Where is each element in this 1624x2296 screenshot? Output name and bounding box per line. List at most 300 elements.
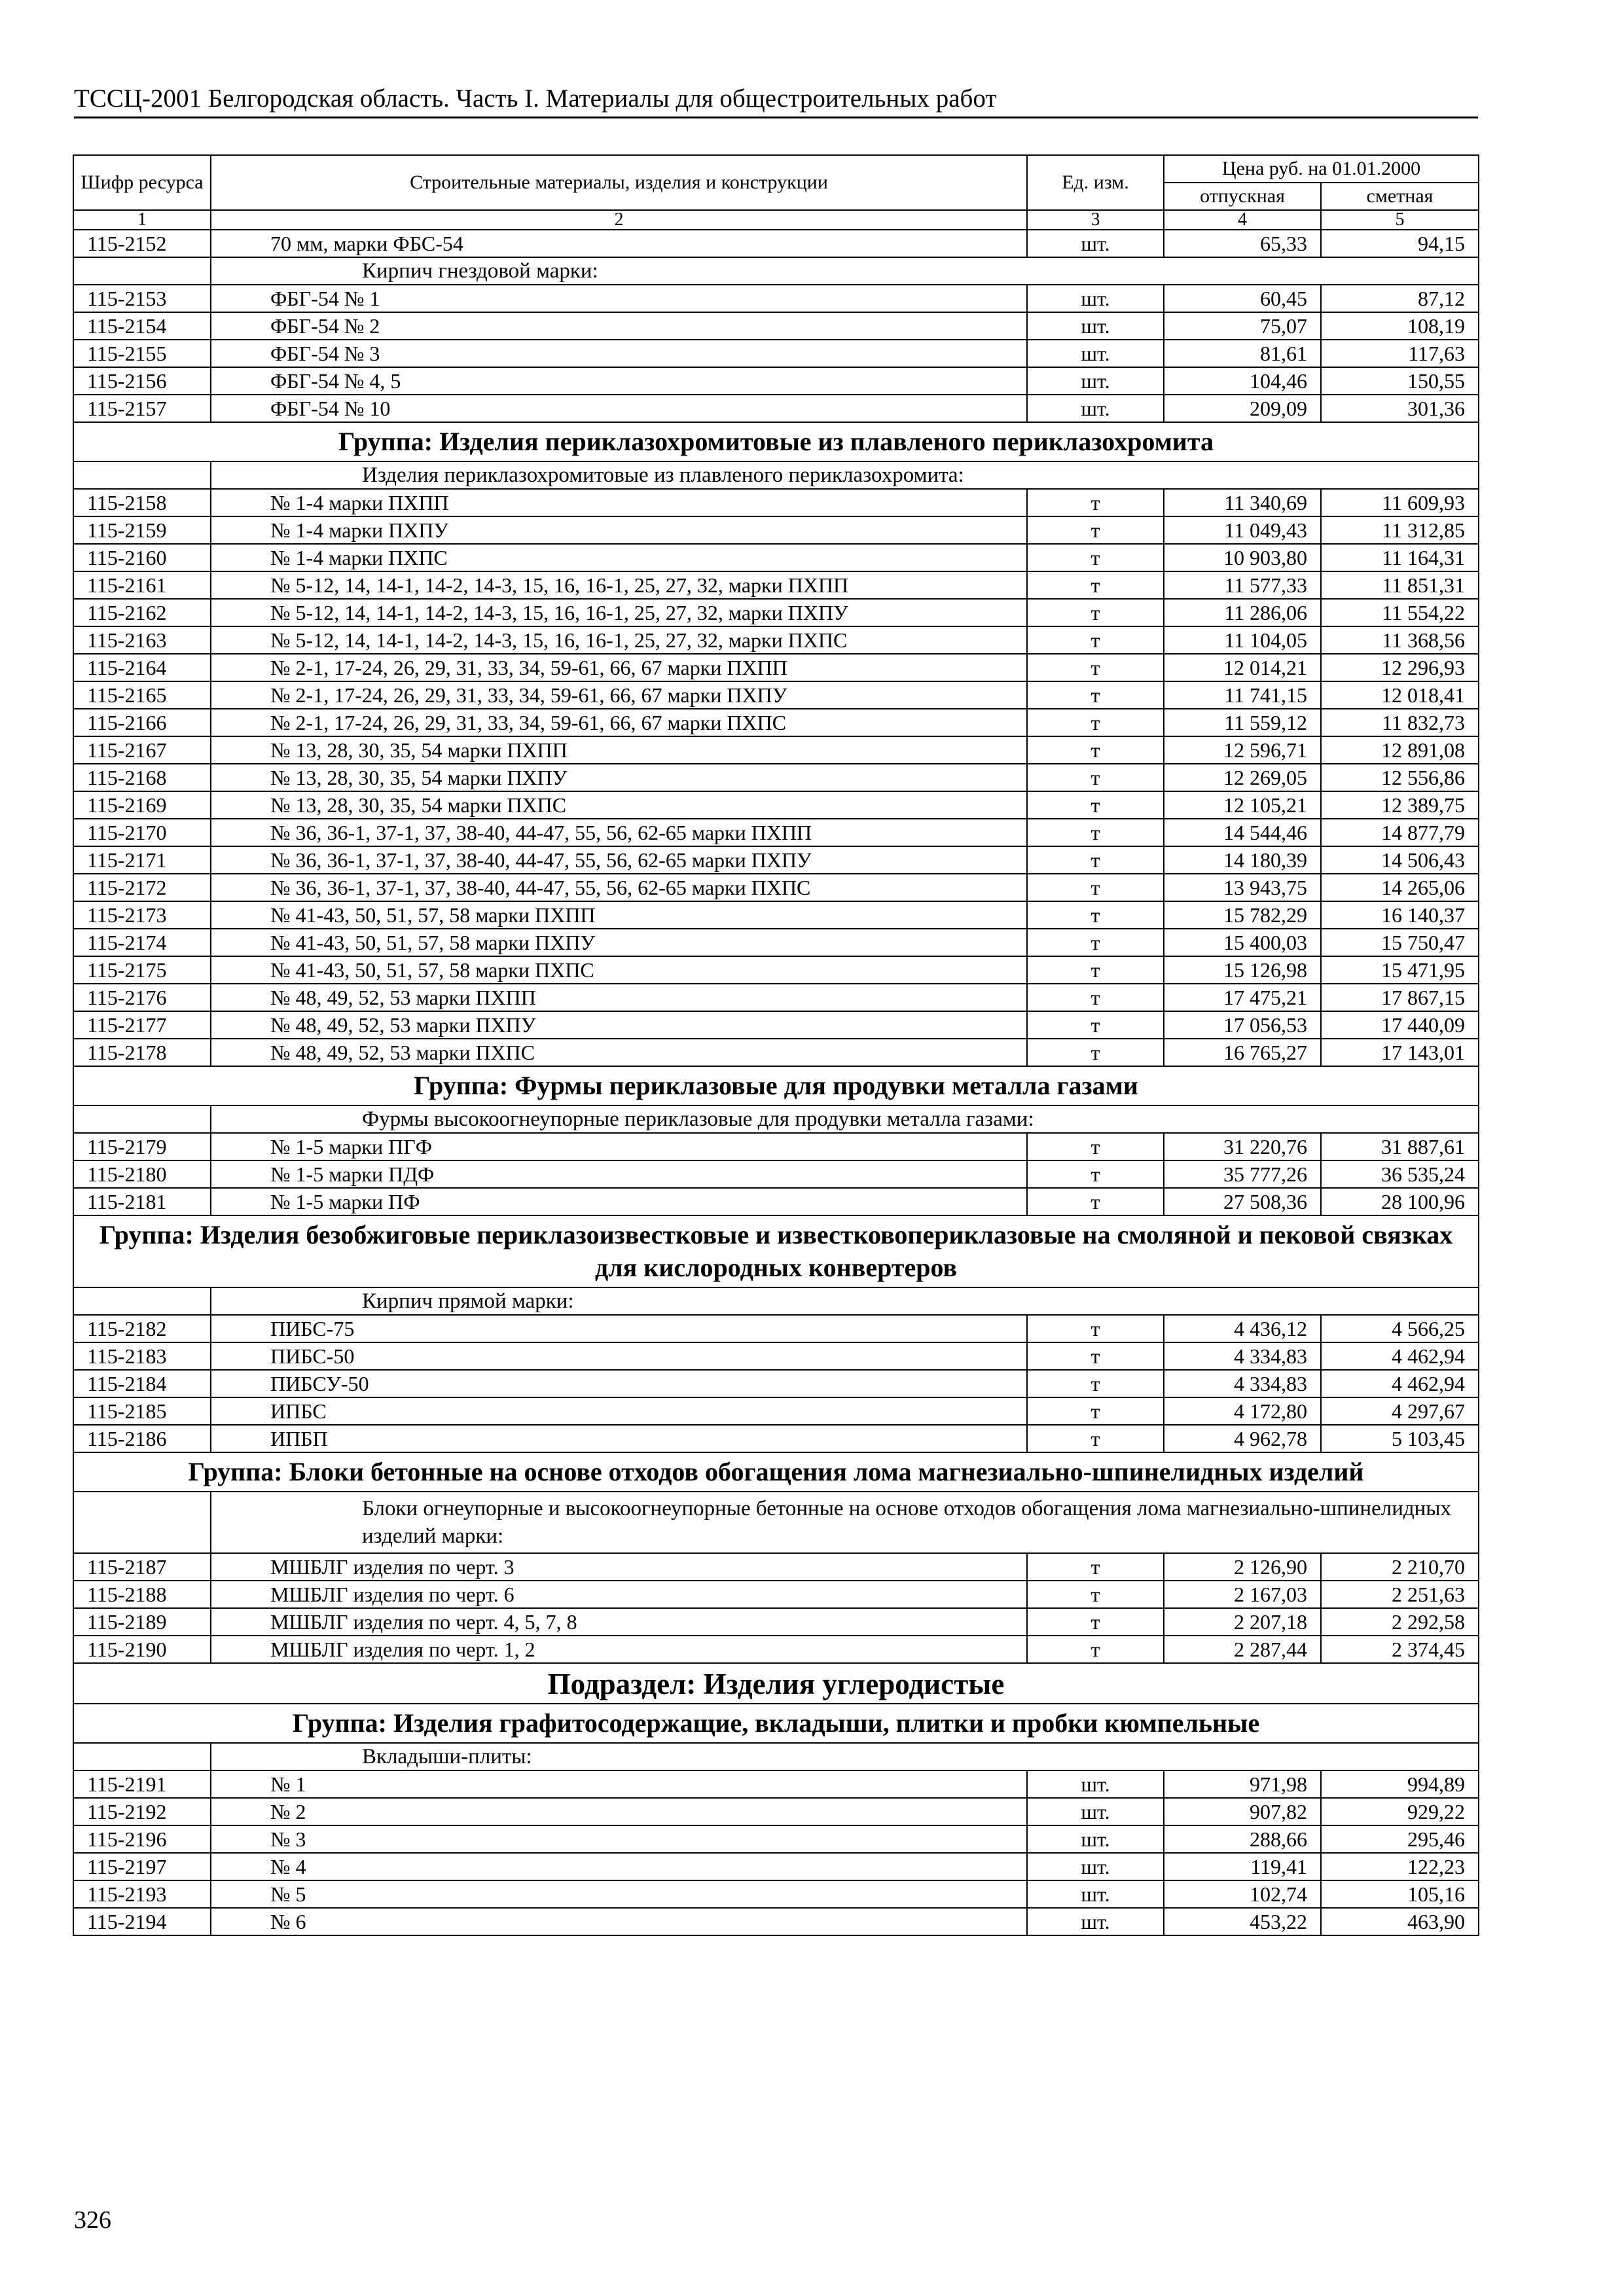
release-price: 75,07 [1164, 312, 1321, 340]
subheading-row [73, 1105, 1479, 1133]
resource-code: 115-2184 [73, 1370, 211, 1397]
table-row [73, 874, 1479, 901]
subheading-row [73, 1287, 1479, 1315]
estimate-price: 12 891,08 [1321, 736, 1479, 764]
table-row [73, 1160, 1479, 1188]
unit-of-measure: т [1027, 764, 1164, 791]
unit-of-measure: шт. [1027, 395, 1164, 422]
table-body [73, 230, 1479, 1935]
estimate-price: 4 462,94 [1321, 1342, 1479, 1370]
resource-code: 115-2191 [73, 1770, 211, 1798]
release-price: 31 220,76 [1164, 1133, 1321, 1160]
subheading: Кирпич гнездовой марки: [211, 257, 1479, 285]
material-name: № 13, 28, 30, 35, 54 марки ПХПУ [211, 764, 1027, 791]
release-price: 15 400,03 [1164, 929, 1321, 956]
table-row [73, 626, 1479, 654]
unit-of-measure: т [1027, 1039, 1164, 1066]
empty-cell [73, 257, 211, 285]
release-price: 209,09 [1164, 395, 1321, 422]
unit-of-measure: т [1027, 599, 1164, 626]
unit-of-measure: т [1027, 874, 1164, 901]
unit-of-measure: т [1027, 1397, 1164, 1425]
estimate-price: 929,22 [1321, 1798, 1479, 1825]
estimate-price: 11 609,93 [1321, 489, 1479, 516]
unit-of-measure: т [1027, 956, 1164, 984]
material-name: № 41-43, 50, 51, 57, 58 марки ПХПП [211, 901, 1027, 929]
estimate-price: 105,16 [1321, 1880, 1479, 1908]
material-name: МШБЛГ изделия по черт. 1, 2 [211, 1636, 1027, 1663]
resource-code: 115-2178 [73, 1039, 211, 1066]
subheading: Фурмы высокоогнеупорные периклазовые для продувки металла газами: [211, 1105, 1479, 1133]
group-title: Группа: Фурмы периклазовые для продувки металла газами [73, 1066, 1479, 1105]
unit-of-measure: шт. [1027, 285, 1164, 312]
unit-of-measure: т [1027, 1425, 1164, 1452]
estimate-price: 994,89 [1321, 1770, 1479, 1798]
price-table [73, 154, 1479, 1936]
unit-of-measure: т [1027, 1608, 1164, 1636]
subheading-row [73, 257, 1479, 285]
table-row [73, 1011, 1479, 1039]
estimate-price: 31 887,61 [1321, 1133, 1479, 1160]
subheading-row [73, 461, 1479, 489]
resource-code: 115-2154 [73, 312, 211, 340]
estimate-price: 12 556,86 [1321, 764, 1479, 791]
section-title: Подраздел: Изделия углеродистые [73, 1663, 1479, 1704]
release-price: 11 741,15 [1164, 681, 1321, 709]
resource-code: 115-2153 [73, 285, 211, 312]
table-row [73, 1342, 1479, 1370]
estimate-price: 15 750,47 [1321, 929, 1479, 956]
unit-of-measure: шт. [1027, 367, 1164, 395]
material-name: № 4 [211, 1853, 1027, 1880]
estimate-price: 117,63 [1321, 340, 1479, 367]
resource-code: 115-2165 [73, 681, 211, 709]
resource-code: 115-2196 [73, 1825, 211, 1853]
unit-of-measure: т [1027, 1160, 1164, 1188]
release-price: 16 765,27 [1164, 1039, 1321, 1066]
estimate-price: 87,12 [1321, 285, 1479, 312]
release-price: 2 126,90 [1164, 1553, 1321, 1581]
table-row [73, 791, 1479, 819]
empty-cell [73, 1105, 211, 1133]
group-title: Группа: Изделия графитосодержащие, вкладыши, плитки и пробки кюмпельные [73, 1704, 1479, 1743]
unit-of-measure: т [1027, 819, 1164, 846]
resource-code: 115-2172 [73, 874, 211, 901]
material-name: ИПБС [211, 1397, 1027, 1425]
release-price: 35 777,26 [1164, 1160, 1321, 1188]
table-head [73, 155, 1479, 230]
estimate-price: 4 462,94 [1321, 1370, 1479, 1397]
material-name: № 41-43, 50, 51, 57, 58 марки ПХПС [211, 956, 1027, 984]
estimate-price: 17 867,15 [1321, 984, 1479, 1011]
release-price: 907,82 [1164, 1798, 1321, 1825]
material-name: ПИБСУ-50 [211, 1370, 1027, 1397]
material-name: № 2-1, 17-24, 26, 29, 31, 33, 34, 59-61, 66, 67 марки ПХПС [211, 709, 1027, 736]
table-row [73, 736, 1479, 764]
resource-code: 115-2174 [73, 929, 211, 956]
table-row [73, 819, 1479, 846]
material-name: ФБГ-54 № 2 [211, 312, 1027, 340]
unit-of-measure: т [1027, 1315, 1164, 1342]
column-number: 3 [1027, 210, 1164, 230]
resource-code: 115-2177 [73, 1011, 211, 1039]
subheading-row [73, 1492, 1479, 1553]
resource-code: 115-2176 [73, 984, 211, 1011]
page-header: ТССЦ-2001 Белгородская область. Часть I. Материалы для общестроительных работ [74, 84, 1478, 118]
table-row [73, 1853, 1479, 1880]
group-title: Группа: Изделия безобжиговые периклазоизвестковые и известковопериклазовые на смоляной и пековой связках для кислородных конвертеров [73, 1215, 1479, 1287]
release-price: 12 269,05 [1164, 764, 1321, 791]
table-row [73, 1880, 1479, 1908]
resource-code: 115-2187 [73, 1553, 211, 1581]
material-name: ФБГ-54 № 4, 5 [211, 367, 1027, 395]
subheading: Кирпич прямой марки: [211, 1287, 1479, 1315]
resource-code: 115-2182 [73, 1315, 211, 1342]
table-row [73, 956, 1479, 984]
unit-of-measure: т [1027, 1011, 1164, 1039]
resource-code: 115-2152 [73, 230, 211, 257]
group-row [73, 1452, 1479, 1492]
table-row [73, 1608, 1479, 1636]
estimate-price: 5 103,45 [1321, 1425, 1479, 1452]
material-name: 70 мм, марки ФБС-54 [211, 230, 1027, 257]
material-name: № 13, 28, 30, 35, 54 марки ПХПП [211, 736, 1027, 764]
material-name: № 5-12, 14, 14-1, 14-2, 14-3, 15, 16, 16-1, 25, 27, 32, марки ПХПУ [211, 599, 1027, 626]
table-row [73, 230, 1479, 257]
release-price: 15 782,29 [1164, 901, 1321, 929]
column-header-release-price: отпускная [1164, 183, 1321, 210]
column-number: 4 [1164, 210, 1321, 230]
resource-code: 115-2155 [73, 340, 211, 367]
group-row [73, 1066, 1479, 1105]
resource-code: 115-2161 [73, 571, 211, 599]
release-price: 4 436,12 [1164, 1315, 1321, 1342]
unit-of-measure: т [1027, 489, 1164, 516]
column-header-estimate-price: сметная [1321, 183, 1479, 210]
material-name: ФБГ-54 № 1 [211, 285, 1027, 312]
estimate-price: 14 265,06 [1321, 874, 1479, 901]
table-row [73, 1825, 1479, 1853]
unit-of-measure: т [1027, 929, 1164, 956]
table-row [73, 312, 1479, 340]
unit-of-measure: т [1027, 791, 1164, 819]
group-title: Группа: Блоки бетонные на основе отходов обогащения лома магнезиально-шпинелидных изделий [73, 1452, 1479, 1492]
unit-of-measure: т [1027, 1636, 1164, 1663]
resource-code: 115-2158 [73, 489, 211, 516]
unit-of-measure: т [1027, 516, 1164, 544]
release-price: 11 104,05 [1164, 626, 1321, 654]
material-name: № 48, 49, 52, 53 марки ПХПУ [211, 1011, 1027, 1039]
table-row [73, 984, 1479, 1011]
resource-code: 115-2157 [73, 395, 211, 422]
table-row [73, 395, 1479, 422]
unit-of-measure: шт. [1027, 340, 1164, 367]
resource-code: 115-2171 [73, 846, 211, 874]
estimate-price: 150,55 [1321, 367, 1479, 395]
column-header-unit: Ед. изм. [1027, 155, 1164, 210]
table-row [73, 1133, 1479, 1160]
estimate-price: 28 100,96 [1321, 1188, 1479, 1215]
release-price: 4 334,83 [1164, 1342, 1321, 1370]
material-name: № 1-5 марки ПГФ [211, 1133, 1027, 1160]
unit-of-measure: т [1027, 901, 1164, 929]
release-price: 15 126,98 [1164, 956, 1321, 984]
estimate-price: 301,36 [1321, 395, 1479, 422]
release-price: 60,45 [1164, 285, 1321, 312]
resource-code: 115-2192 [73, 1798, 211, 1825]
release-price: 288,66 [1164, 1825, 1321, 1853]
release-price: 453,22 [1164, 1908, 1321, 1935]
material-name: № 36, 36-1, 37-1, 37, 38-40, 44-47, 55, 56, 62-65 марки ПХПУ [211, 846, 1027, 874]
subheading: Изделия периклазохромитовые из плавленого периклазохромита: [211, 461, 1479, 489]
unit-of-measure: т [1027, 544, 1164, 571]
resource-code: 115-2168 [73, 764, 211, 791]
release-price: 102,74 [1164, 1880, 1321, 1908]
estimate-price: 108,19 [1321, 312, 1479, 340]
material-name: № 36, 36-1, 37-1, 37, 38-40, 44-47, 55, 56, 62-65 марки ПХПС [211, 874, 1027, 901]
resource-code: 115-2183 [73, 1342, 211, 1370]
unit-of-measure: шт. [1027, 230, 1164, 257]
column-header-price: Цена руб. на 01.01.2000 [1164, 155, 1479, 183]
resource-code: 115-2166 [73, 709, 211, 736]
page-number: 326 [74, 2206, 111, 2234]
table-row [73, 901, 1479, 929]
estimate-price: 122,23 [1321, 1853, 1479, 1880]
material-name: ФБГ-54 № 10 [211, 395, 1027, 422]
column-number: 2 [211, 210, 1027, 230]
material-name: № 1-4 марки ПХПС [211, 544, 1027, 571]
table-row [73, 1315, 1479, 1342]
material-name: ИПБП [211, 1425, 1027, 1452]
release-price: 10 903,80 [1164, 544, 1321, 571]
material-name: № 48, 49, 52, 53 марки ПХПС [211, 1039, 1027, 1066]
table-row [73, 544, 1479, 571]
estimate-price: 17 143,01 [1321, 1039, 1479, 1066]
empty-cell [73, 1287, 211, 1315]
section-row [73, 1663, 1479, 1704]
material-name: № 41-43, 50, 51, 57, 58 марки ПХПУ [211, 929, 1027, 956]
unit-of-measure: т [1027, 654, 1164, 681]
table-row [73, 681, 1479, 709]
material-name: МШБЛГ изделия по черт. 4, 5, 7, 8 [211, 1608, 1027, 1636]
estimate-price: 17 440,09 [1321, 1011, 1479, 1039]
table-row [73, 1636, 1479, 1663]
estimate-price: 11 554,22 [1321, 599, 1479, 626]
table-row [73, 489, 1479, 516]
material-name: ПИБС-75 [211, 1315, 1027, 1342]
release-price: 11 286,06 [1164, 599, 1321, 626]
estimate-price: 2 292,58 [1321, 1608, 1479, 1636]
unit-of-measure: шт. [1027, 1908, 1164, 1935]
subheading-row [73, 1743, 1479, 1770]
material-name: № 1-4 марки ПХПП [211, 489, 1027, 516]
material-name: МШБЛГ изделия по черт. 3 [211, 1553, 1027, 1581]
table-row [73, 1039, 1479, 1066]
material-name: № 5-12, 14, 14-1, 14-2, 14-3, 15, 16, 16-1, 25, 27, 32, марки ПХПС [211, 626, 1027, 654]
estimate-price: 4 297,67 [1321, 1397, 1479, 1425]
unit-of-measure: шт. [1027, 1770, 1164, 1798]
empty-cell [73, 1492, 211, 1553]
estimate-price: 2 374,45 [1321, 1636, 1479, 1663]
material-name: № 48, 49, 52, 53 марки ПХПП [211, 984, 1027, 1011]
release-price: 2 207,18 [1164, 1608, 1321, 1636]
table-row [73, 367, 1479, 395]
release-price: 2 287,44 [1164, 1636, 1321, 1663]
table-row [73, 1581, 1479, 1608]
resource-code: 115-2175 [73, 956, 211, 984]
release-price: 119,41 [1164, 1853, 1321, 1880]
table-row [73, 1370, 1479, 1397]
unit-of-measure: т [1027, 571, 1164, 599]
resource-code: 115-2160 [73, 544, 211, 571]
unit-of-measure: шт. [1027, 312, 1164, 340]
table-row [73, 709, 1479, 736]
estimate-price: 14 877,79 [1321, 819, 1479, 846]
release-price: 17 475,21 [1164, 984, 1321, 1011]
material-name: № 13, 28, 30, 35, 54 марки ПХПС [211, 791, 1027, 819]
resource-code: 115-2164 [73, 654, 211, 681]
unit-of-measure: т [1027, 846, 1164, 874]
empty-cell [73, 1743, 211, 1770]
resource-code: 115-2181 [73, 1188, 211, 1215]
estimate-price: 16 140,37 [1321, 901, 1479, 929]
column-number: 1 [73, 210, 211, 230]
resource-code: 115-2197 [73, 1853, 211, 1880]
table-row [73, 654, 1479, 681]
estimate-price: 2 251,63 [1321, 1581, 1479, 1608]
release-price: 12 105,21 [1164, 791, 1321, 819]
unit-of-measure: т [1027, 1133, 1164, 1160]
estimate-price: 94,15 [1321, 230, 1479, 257]
table-row [73, 1798, 1479, 1825]
group-row [73, 1215, 1479, 1287]
resource-code: 115-2167 [73, 736, 211, 764]
release-price: 11 340,69 [1164, 489, 1321, 516]
table-row [73, 285, 1479, 312]
resource-code: 115-2186 [73, 1425, 211, 1452]
column-header-name: Строительные материалы, изделия и конструкции [211, 155, 1027, 210]
unit-of-measure: шт. [1027, 1825, 1164, 1853]
estimate-price: 11 164,31 [1321, 544, 1479, 571]
material-name: № 2-1, 17-24, 26, 29, 31, 33, 34, 59-61, 66, 67 марки ПХПП [211, 654, 1027, 681]
release-price: 17 056,53 [1164, 1011, 1321, 1039]
table-row [73, 340, 1479, 367]
release-price: 104,46 [1164, 367, 1321, 395]
table-row [73, 1397, 1479, 1425]
estimate-price: 4 566,25 [1321, 1315, 1479, 1342]
estimate-price: 36 535,24 [1321, 1160, 1479, 1188]
material-name: № 1-5 марки ПДФ [211, 1160, 1027, 1188]
material-name: № 5-12, 14, 14-1, 14-2, 14-3, 15, 16, 16-1, 25, 27, 32, марки ПХПП [211, 571, 1027, 599]
material-name: ПИБС-50 [211, 1342, 1027, 1370]
estimate-price: 11 832,73 [1321, 709, 1479, 736]
release-price: 4 334,83 [1164, 1370, 1321, 1397]
estimate-price: 12 296,93 [1321, 654, 1479, 681]
group-row [73, 422, 1479, 461]
estimate-price: 11 312,85 [1321, 516, 1479, 544]
table-row [73, 1425, 1479, 1452]
resource-code: 115-2185 [73, 1397, 211, 1425]
release-price: 65,33 [1164, 230, 1321, 257]
table-row [73, 764, 1479, 791]
resource-code: 115-2159 [73, 516, 211, 544]
release-price: 12 014,21 [1164, 654, 1321, 681]
table-row [73, 599, 1479, 626]
release-price: 81,61 [1164, 340, 1321, 367]
resource-code: 115-2162 [73, 599, 211, 626]
unit-of-measure: т [1027, 1370, 1164, 1397]
column-header-code: Шифр ресурса [73, 155, 211, 210]
estimate-price: 12 389,75 [1321, 791, 1479, 819]
release-price: 11 577,33 [1164, 571, 1321, 599]
release-price: 11 049,43 [1164, 516, 1321, 544]
material-name: № 3 [211, 1825, 1027, 1853]
estimate-price: 463,90 [1321, 1908, 1479, 1935]
material-name: № 6 [211, 1908, 1027, 1935]
resource-code: 115-2189 [73, 1608, 211, 1636]
unit-of-measure: т [1027, 736, 1164, 764]
material-name: ФБГ-54 № 3 [211, 340, 1027, 367]
resource-code: 115-2193 [73, 1880, 211, 1908]
unit-of-measure: шт. [1027, 1880, 1164, 1908]
estimate-price: 15 471,95 [1321, 956, 1479, 984]
release-price: 2 167,03 [1164, 1581, 1321, 1608]
table-row [73, 1770, 1479, 1798]
material-name: № 2-1, 17-24, 26, 29, 31, 33, 34, 59-61, 66, 67 марки ПХПУ [211, 681, 1027, 709]
unit-of-measure: т [1027, 681, 1164, 709]
unit-of-measure: шт. [1027, 1853, 1164, 1880]
release-price: 14 180,39 [1164, 846, 1321, 874]
subheading: Вкладыши-плиты: [211, 1743, 1479, 1770]
resource-code: 115-2190 [73, 1636, 211, 1663]
material-name: № 1-4 марки ПХПУ [211, 516, 1027, 544]
resource-code: 115-2194 [73, 1908, 211, 1935]
release-price: 4 172,80 [1164, 1397, 1321, 1425]
resource-code: 115-2163 [73, 626, 211, 654]
material-name: № 2 [211, 1798, 1027, 1825]
unit-of-measure: т [1027, 984, 1164, 1011]
release-price: 14 544,46 [1164, 819, 1321, 846]
table-row [73, 929, 1479, 956]
table-row [73, 1908, 1479, 1935]
unit-of-measure: т [1027, 1553, 1164, 1581]
resource-code: 115-2169 [73, 791, 211, 819]
resource-code: 115-2156 [73, 367, 211, 395]
unit-of-measure: т [1027, 709, 1164, 736]
estimate-price: 11 368,56 [1321, 626, 1479, 654]
resource-code: 115-2173 [73, 901, 211, 929]
group-title: Группа: Изделия периклазохромитовые из плавленого периклазохромита [73, 422, 1479, 461]
material-name: № 36, 36-1, 37-1, 37, 38-40, 44-47, 55, 56, 62-65 марки ПХПП [211, 819, 1027, 846]
price-table-container [73, 154, 1478, 1936]
table-row [73, 516, 1479, 544]
table-row [73, 571, 1479, 599]
unit-of-measure: шт. [1027, 1798, 1164, 1825]
release-price: 11 559,12 [1164, 709, 1321, 736]
column-number: 5 [1321, 210, 1479, 230]
subheading: Блоки огнеупорные и высокоогнеупорные бетонные на основе отходов обогащения лома магнезиально-шпинелидных изделий марки: [211, 1492, 1479, 1553]
estimate-price: 14 506,43 [1321, 846, 1479, 874]
material-name: № 1 [211, 1770, 1027, 1798]
unit-of-measure: т [1027, 626, 1164, 654]
group-row [73, 1704, 1479, 1743]
table-row [73, 1553, 1479, 1581]
resource-code: 115-2180 [73, 1160, 211, 1188]
table-row [73, 1188, 1479, 1215]
unit-of-measure: т [1027, 1188, 1164, 1215]
resource-code: 115-2188 [73, 1581, 211, 1608]
release-price: 4 962,78 [1164, 1425, 1321, 1452]
